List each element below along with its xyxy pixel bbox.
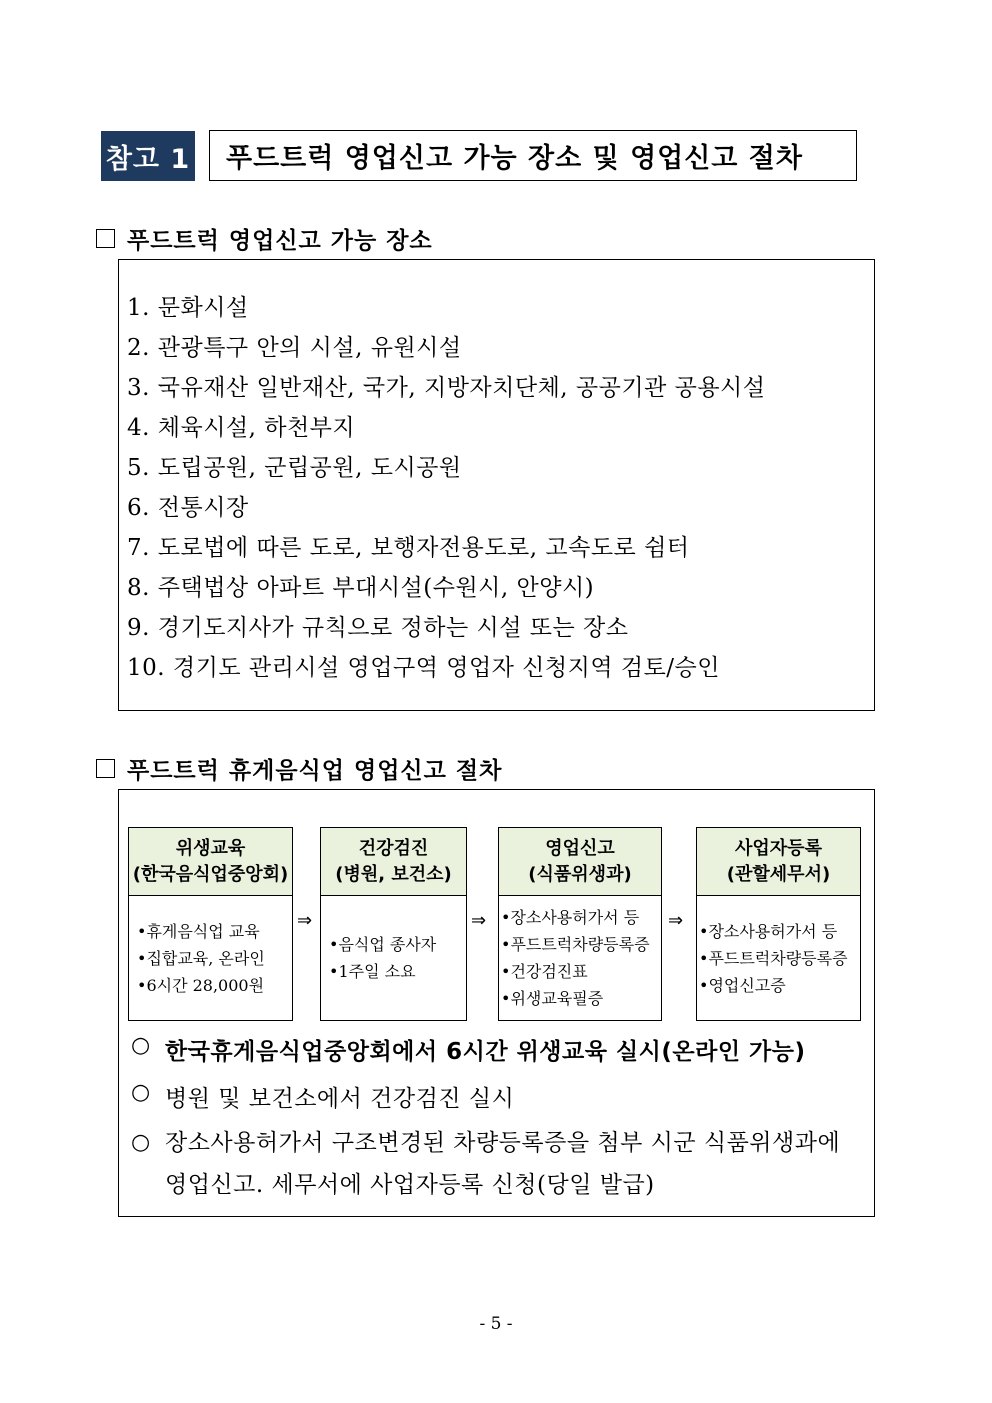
procedure-step-business-report xyxy=(498,827,662,1021)
note-health-check xyxy=(131,1080,514,1113)
procedure-step-health-check xyxy=(320,827,467,1021)
step-bullet: •휴게음식업 교육 xyxy=(137,921,260,941)
page-title: 푸드트럭 영업신고 가능 장소 및 영업신고 절차 xyxy=(209,130,857,181)
step-bullet: •6시간 28,000원 xyxy=(137,975,265,995)
step-bullet: •푸드트럭차량등록증 xyxy=(501,935,650,954)
procedure-step-hygiene-education xyxy=(128,827,293,1021)
places-box xyxy=(118,259,875,711)
step-bullet: •건강검진표 xyxy=(501,962,588,981)
step-bullet: •위생교육필증 xyxy=(501,989,604,1008)
reference-badge: 참고 1 xyxy=(101,131,195,181)
step-header xyxy=(697,828,860,896)
step-title: 건강검진 xyxy=(358,837,429,859)
step-header xyxy=(129,828,292,896)
list-item: 4. 체육시설, 하천부지 xyxy=(127,415,356,441)
step-bullet: •장소사용허가서 등 xyxy=(699,921,838,941)
circle-bullet-icon: ○ xyxy=(131,1130,151,1155)
section-heading-label: 푸드트럭 휴게음식업 영업신고 절차 xyxy=(127,758,503,784)
circle-bullet-icon: ○ xyxy=(131,1033,151,1058)
circle-bullet-icon: ○ xyxy=(131,1080,151,1105)
note-hygiene-education xyxy=(131,1033,806,1066)
note-text: 한국휴게음식업중앙회에서 6시간 위생교육 실시(온라인 가능) xyxy=(165,1039,806,1065)
step-bullet: •음식업 종사자 xyxy=(329,935,437,954)
checkbox-square-icon xyxy=(96,759,115,778)
right-arrow-icon: ⇒ xyxy=(471,910,487,931)
step-title: 위생교육 xyxy=(175,837,246,859)
list-item: 2. 관광특구 안의 시설, 유원시설 xyxy=(127,335,462,361)
right-arrow-icon: ⇒ xyxy=(668,910,684,931)
list-item: 8. 주택법상 아파트 부대시설(수원시, 안양시) xyxy=(127,575,595,601)
step-bullet: •영업신고증 xyxy=(699,975,786,995)
list-item: 9. 경기도지사가 규칙으로 정하는 시설 또는 장소 xyxy=(127,615,629,641)
page-number: - 5 - xyxy=(479,1314,513,1334)
checkbox-square-icon xyxy=(96,229,115,248)
places-list xyxy=(127,288,765,688)
list-item: 6. 전통시장 xyxy=(127,495,249,521)
procedure-step-business-registration xyxy=(696,827,861,1021)
list-item: 5. 도립공원, 군립공원, 도시공원 xyxy=(127,455,462,481)
list-item: 10. 경기도 관리시설 영업구역 영업자 신청지역 검토/승인 xyxy=(127,655,720,681)
list-item: 7. 도로법에 따른 도로, 보행자전용도로, 고속도로 쉼터 xyxy=(127,535,690,561)
step-bullet: •장소사용허가서 등 xyxy=(501,908,640,927)
note-business-report xyxy=(131,1122,866,1206)
list-item: 3. 국유재산 일반재산, 국가, 지방자치단체, 공공기관 공용시설 xyxy=(127,375,766,401)
section-heading-label: 푸드트럭 영업신고 가능 장소 xyxy=(127,228,433,254)
note-text: 병원 및 보건소에서 건강검진 실시 xyxy=(165,1086,515,1112)
step-title: 사업자등록 xyxy=(735,837,822,859)
step-subtitle: (한국음식업중앙회) xyxy=(132,863,289,885)
note-text: 장소사용허가서 구조변경된 차량등록증을 첨부 시군 식품위생과에 영업신고. 세무서에 사업자등록 신청(당일 발급) xyxy=(165,1130,841,1198)
step-subtitle: (병원, 보건소) xyxy=(335,863,452,885)
step-subtitle: (식품위생과) xyxy=(528,863,632,885)
list-item: 1. 문화시설 xyxy=(127,295,249,321)
step-bullet: •집합교육, 온라인 xyxy=(137,948,265,968)
section-heading-procedure xyxy=(96,752,502,785)
step-body xyxy=(499,896,661,1020)
step-header xyxy=(321,828,466,896)
step-header xyxy=(499,828,661,896)
step-bullet: •푸드트럭차량등록증 xyxy=(699,948,848,968)
procedure-box xyxy=(118,789,875,1217)
step-body xyxy=(321,896,466,1020)
step-bullet: •1주일 소요 xyxy=(329,962,416,981)
step-body xyxy=(129,896,292,1020)
step-title: 영업신고 xyxy=(545,837,615,859)
step-body xyxy=(697,896,860,1020)
right-arrow-icon: ⇒ xyxy=(297,910,313,931)
section-heading-places xyxy=(96,222,433,255)
step-subtitle: (관할세무서) xyxy=(726,863,831,885)
